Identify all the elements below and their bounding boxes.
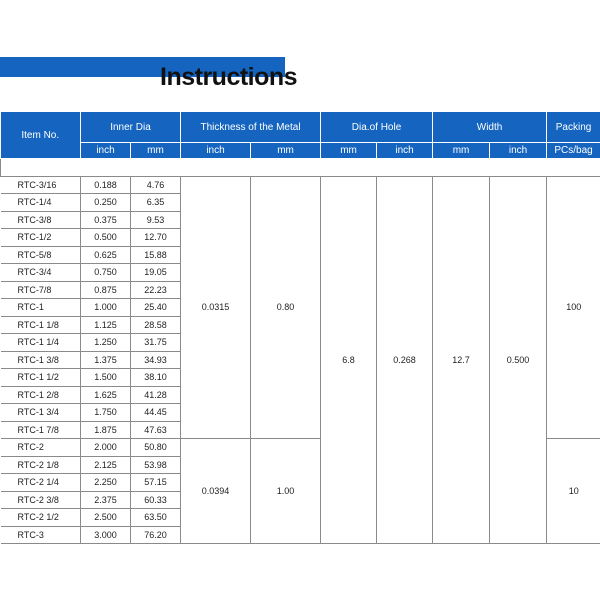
- thickness-mm-cell: 0.80: [251, 176, 321, 439]
- header-thickness: Thickness of the Metal: [181, 112, 321, 143]
- inner-dia-inch-cell: 0.188: [81, 176, 131, 194]
- inner-dia-mm-cell: 25.40: [131, 299, 181, 317]
- inner-dia-inch-cell: 1.125: [81, 316, 131, 334]
- packing-cell: 100: [547, 176, 600, 439]
- unit-width-inch: inch: [490, 143, 547, 159]
- width-mm-cell: 12.7: [433, 176, 490, 544]
- item-no-cell: RTC-1 1/4: [1, 334, 81, 352]
- unit-hole-inch: inch: [377, 143, 433, 159]
- item-no-cell: RTC-2 3/8: [1, 491, 81, 509]
- item-no-cell: RTC-1 7/8: [1, 421, 81, 439]
- header-packing: Packing: [547, 112, 600, 143]
- item-no-cell: RTC-1/4: [1, 194, 81, 212]
- thickness-mm-cell: 1.00: [251, 439, 321, 544]
- item-no-cell: RTC-1 1/8: [1, 316, 81, 334]
- item-no-cell: RTC-1 1/2: [1, 369, 81, 387]
- item-no-cell: RTC-1 3/8: [1, 351, 81, 369]
- inner-dia-mm-cell: 4.76: [131, 176, 181, 194]
- item-no-cell: RTC-5/8: [1, 246, 81, 264]
- item-no-cell: RTC-1 3/4: [1, 404, 81, 422]
- inner-dia-inch-cell: 1.375: [81, 351, 131, 369]
- dia-hole-mm-cell: 6.8: [321, 176, 377, 544]
- inner-dia-mm-cell: 63.50: [131, 509, 181, 527]
- inner-dia-mm-cell: 22.23: [131, 281, 181, 299]
- inner-dia-mm-cell: 41.28: [131, 386, 181, 404]
- item-no-cell: RTC-1/2: [1, 229, 81, 247]
- unit-thick-inch: inch: [181, 143, 251, 159]
- inner-dia-inch-cell: 1.250: [81, 334, 131, 352]
- thickness-inch-cell: 0.0315: [181, 176, 251, 439]
- inner-dia-mm-cell: 44.45: [131, 404, 181, 422]
- item-no-cell: RTC-2 1/2: [1, 509, 81, 527]
- spec-table: [0, 112, 600, 544]
- inner-dia-inch-cell: 2.500: [81, 509, 131, 527]
- unit-hole-mm: mm: [321, 143, 377, 159]
- header-item-no: Item No.: [1, 112, 81, 159]
- inner-dia-inch-cell: 0.250: [81, 194, 131, 212]
- inner-dia-inch-cell: 0.625: [81, 246, 131, 264]
- inner-dia-mm-cell: 53.98: [131, 456, 181, 474]
- inner-dia-inch-cell: 1.750: [81, 404, 131, 422]
- header-inner-dia: Inner Dia: [81, 112, 181, 143]
- inner-dia-inch-cell: 0.375: [81, 211, 131, 229]
- inner-dia-inch-cell: 1.000: [81, 299, 131, 317]
- header-width: Width: [433, 112, 547, 143]
- inner-dia-inch-cell: 1.500: [81, 369, 131, 387]
- unit-inner-mm: mm: [131, 143, 181, 159]
- inner-dia-mm-cell: 34.93: [131, 351, 181, 369]
- inner-dia-inch-cell: 2.250: [81, 474, 131, 492]
- inner-dia-mm-cell: 57.15: [131, 474, 181, 492]
- item-no-cell: RTC-1: [1, 299, 81, 317]
- inner-dia-inch-cell: 2.000: [81, 439, 131, 457]
- item-no-cell: RTC-3/8: [1, 211, 81, 229]
- inner-dia-mm-cell: 38.10: [131, 369, 181, 387]
- inner-dia-mm-cell: 60.33: [131, 491, 181, 509]
- item-no-cell: RTC-2 1/8: [1, 456, 81, 474]
- inner-dia-mm-cell: 28.58: [131, 316, 181, 334]
- inner-dia-inch-cell: 0.750: [81, 264, 131, 282]
- dia-hole-inch-cell: 0.268: [377, 176, 433, 544]
- width-inch-cell: 0.500: [490, 176, 547, 544]
- unit-width-mm: mm: [433, 143, 490, 159]
- inner-dia-inch-cell: 3.000: [81, 526, 131, 544]
- inner-dia-mm-cell: 6.35: [131, 194, 181, 212]
- header-dia-hole: Dia.of Hole: [321, 112, 433, 143]
- item-no-cell: RTC-7/8: [1, 281, 81, 299]
- inner-dia-mm-cell: 12.70: [131, 229, 181, 247]
- item-no-cell: RTC-3: [1, 526, 81, 544]
- item-no-cell: RTC-3/16: [1, 176, 81, 194]
- inner-dia-mm-cell: 50.80: [131, 439, 181, 457]
- thickness-inch-cell: 0.0394: [181, 439, 251, 544]
- packing-cell: 10: [547, 439, 600, 544]
- inner-dia-mm-cell: 47.63: [131, 421, 181, 439]
- item-no-cell: RTC-2 1/4: [1, 474, 81, 492]
- inner-dia-inch-cell: 0.500: [81, 229, 131, 247]
- item-no-cell: RTC-3/4: [1, 264, 81, 282]
- inner-dia-mm-cell: 31.75: [131, 334, 181, 352]
- inner-dia-inch-cell: 2.375: [81, 491, 131, 509]
- page-title: Instructions: [160, 63, 298, 91]
- table-row: [1, 176, 600, 194]
- inner-dia-mm-cell: 19.05: [131, 264, 181, 282]
- inner-dia-mm-cell: 15.88: [131, 246, 181, 264]
- unit-thick-mm: mm: [251, 143, 321, 159]
- inner-dia-inch-cell: 1.875: [81, 421, 131, 439]
- inner-dia-inch-cell: 1.625: [81, 386, 131, 404]
- unit-inner-inch: inch: [81, 143, 131, 159]
- inner-dia-inch-cell: 0.875: [81, 281, 131, 299]
- inner-dia-mm-cell: 9.53: [131, 211, 181, 229]
- inner-dia-mm-cell: 76.20: [131, 526, 181, 544]
- unit-packing: PCs/bag: [547, 143, 600, 159]
- item-no-cell: RTC-2: [1, 439, 81, 457]
- item-no-cell: RTC-1 2/8: [1, 386, 81, 404]
- inner-dia-inch-cell: 2.125: [81, 456, 131, 474]
